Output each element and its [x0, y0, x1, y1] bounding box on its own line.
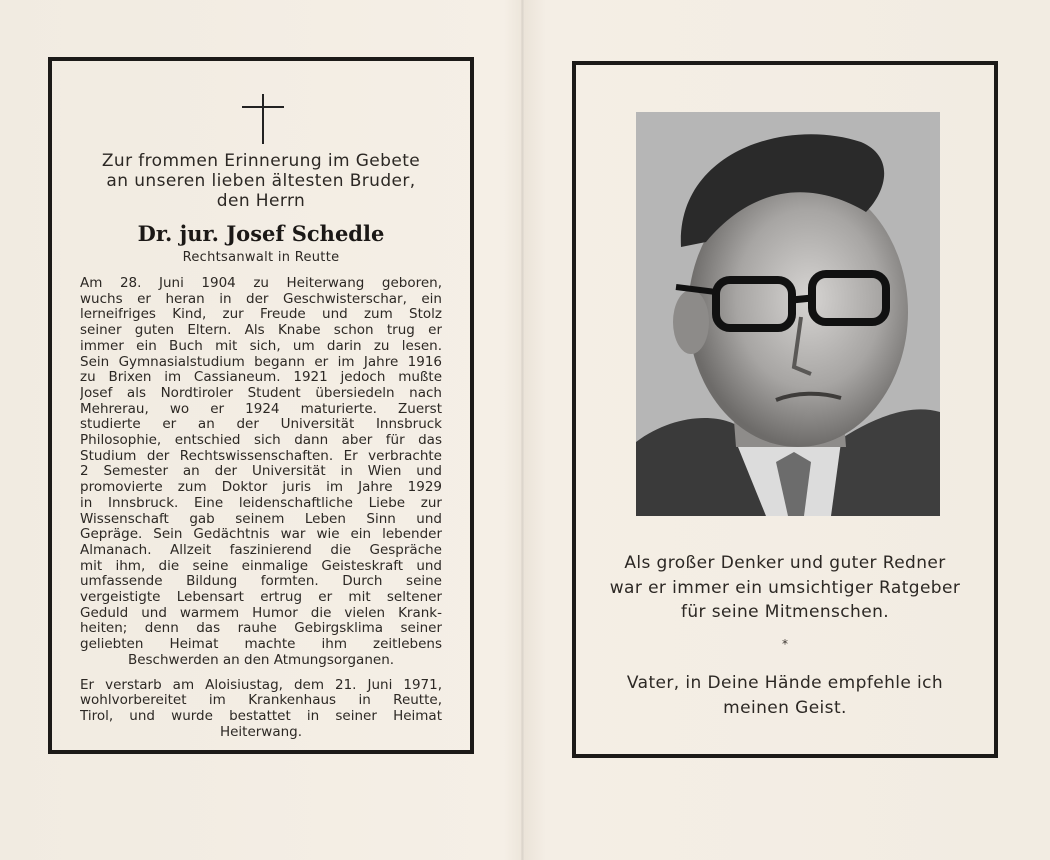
separator-asterisk: * — [782, 637, 788, 651]
bio-line: Studium der Rechtswissenschaften. Er verbrachte — [80, 448, 442, 464]
portrait-photo — [636, 112, 940, 516]
quote-line: Als großer Denker und guter Redner — [624, 553, 946, 573]
bio-line: Almanach. Allzeit faszinierend die Gespräche — [80, 542, 442, 558]
bio-line: Sein Gymnasialstudium begann er im Jahre 1916 — [80, 354, 442, 370]
bio-line: heiten; denn das rauhe Gebirgsklima seiner — [80, 621, 442, 637]
quote — [586, 551, 984, 625]
bio-line: geliebten Heimat machte ihm zeitlebens — [80, 637, 442, 653]
bio-line: mit ihm, die seine einmalige Geisteskraft und — [80, 558, 442, 574]
bio-line: Er verstarb am Aloisiustag, dem 21. Juni 1971, — [80, 677, 442, 693]
bio-line: umfassende Bildung formten. Durch seine — [80, 574, 442, 590]
bio-line: promovierte zum Doktor juris im Jahre 1929 — [80, 480, 442, 496]
biography — [80, 276, 442, 740]
bio-line: Heiterwang. — [219, 724, 303, 740]
prayer-line: meinen Geist. — [723, 697, 847, 718]
bio-line: Beschwerden an den Atmungsorganen. — [127, 652, 395, 668]
bio-line: wuchs er heran in der Geschwisterschar, ein — [80, 291, 442, 307]
dedication-line: den Herrn — [216, 191, 306, 211]
bio-line: in Innsbruck. Eine leidenschaftliche Liebe zur — [80, 495, 442, 511]
closing-prayer — [586, 671, 984, 720]
bio-line: wohlvorbereitet im Krankenhaus in Reutte, — [80, 693, 442, 709]
bio-line: Wissenschaft gab seinem Leben Sinn und — [80, 511, 442, 527]
bio-line: Mehrerau, wo er 1924 maturierte. Zuerst — [80, 401, 442, 417]
bio-line: seiner guten Eltern. Als Knabe schon trug er — [80, 323, 442, 339]
bio-line: studierte er an der Universität Innsbruck — [80, 417, 442, 433]
bio-line: zu Brixen im Cassianeum. 1921 jedoch mußte — [80, 370, 442, 386]
quote-line: für seine Mitmenschen. — [680, 602, 890, 622]
quote-line: war er immer ein umsichtiger Ratgeber — [609, 577, 961, 598]
right-panel — [572, 61, 998, 758]
left-panel — [48, 57, 474, 754]
occupation: Rechtsanwalt in Reutte — [182, 250, 340, 265]
bio-line: Philosophie, entschied sich dann aber für das — [80, 433, 442, 449]
deceased-name: Dr. jur. Josef Schedle — [137, 221, 385, 246]
bio-line: immer ein Buch mit sich, um darin zu lesen. — [80, 338, 442, 354]
bio-line: Josef als Nordtiroler Student übersiedeln nach — [80, 385, 442, 401]
bio-line: Gepräge. Sein Gedächtnis war wie ein lebender — [80, 527, 442, 543]
prayer-line: Vater, in Deine Hände empfehle ich — [626, 673, 944, 693]
bio-line: 2 Semester an der Universität in Wien und — [80, 464, 442, 480]
bio-line: Am 28. Juni 1904 zu Heiterwang geboren, — [80, 276, 442, 291]
dedication — [62, 151, 460, 211]
card-fold — [521, 0, 524, 860]
bio-line: Geduld und warmem Humor die vielen Krank- — [80, 605, 442, 621]
dedication-line: Zur frommen Erinnerung im Gebete — [101, 151, 421, 171]
bio-line: lerneifriges Kind, zur Freude und zum Stolz — [80, 307, 442, 323]
bio-line: vergeistigte Lebensart ertrug er mit seltener — [80, 590, 442, 606]
cross-icon — [242, 94, 284, 144]
bio-line: Tirol, und wurde bestattet in seiner Heimat — [80, 708, 442, 724]
dedication-line: an unseren lieben ältesten Bruder, — [106, 171, 416, 191]
